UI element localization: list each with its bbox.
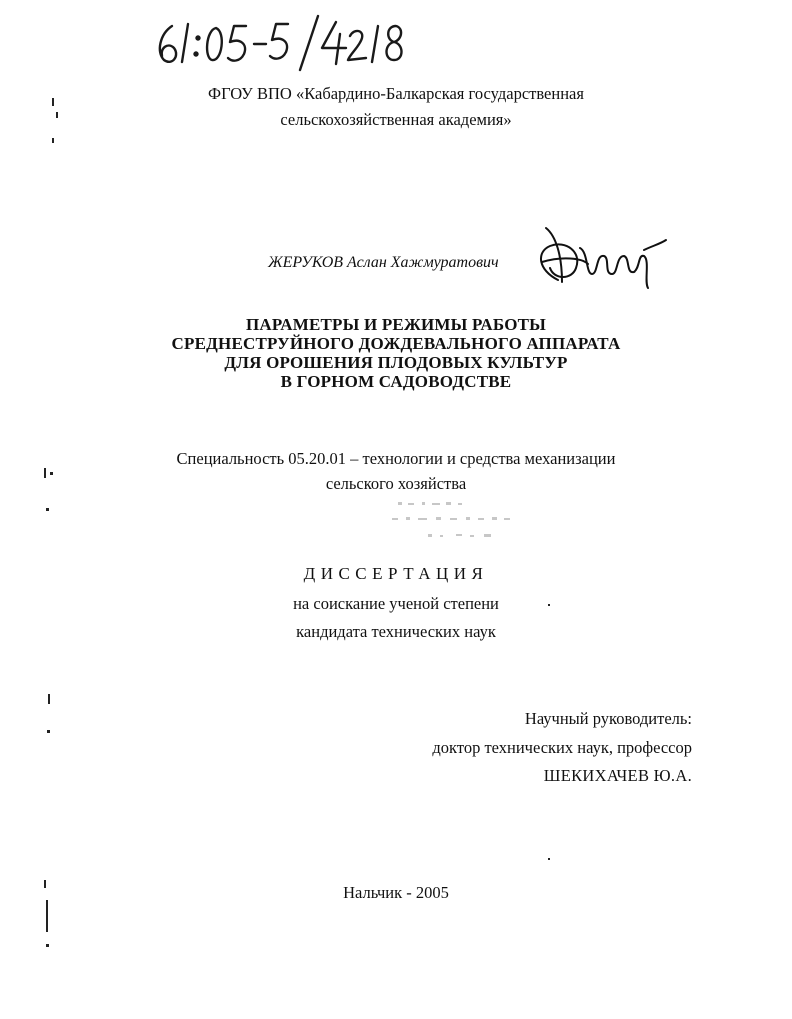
- supervisor-credentials: доктор технических наук, профессор: [432, 738, 692, 757]
- title-line-1: ПАРАМЕТРЫ И РЕЖИМЫ РАБОТЫ: [245, 315, 547, 334]
- title-line-2: СРЕДНЕСТРУЙНОГО ДОЖДЕВАЛЬНОГО АППАРАТА: [171, 334, 621, 353]
- title-line-4: В ГОРНОМ САДОВОДСТВЕ: [280, 372, 512, 391]
- supervisor-name: ШЕКИХАЧЕВ Ю.А.: [543, 766, 692, 785]
- author-name: ЖЕРУКОВ Аслан Хажмуратович: [268, 254, 499, 271]
- handwritten-archive-number: [150, 12, 450, 72]
- document-type: ДИССЕРТАЦИЯ: [303, 564, 489, 583]
- author-signature: [532, 222, 674, 292]
- organization-line-1: ФГОУ ВПО «Кабардино-Балкарская государственная: [208, 84, 584, 103]
- organization-line-2: сельскохозяйственная академия»: [280, 110, 512, 129]
- title-line-3: ДЛЯ ОРОШЕНИЯ ПЛОДОВЫХ КУЛЬТУР: [224, 353, 568, 372]
- specialty-line-1: Специальность 05.20.01 – технологии и средства механизации: [176, 449, 616, 468]
- degree-line-1: на соискание ученой степени: [293, 594, 499, 613]
- place-year: Нальчик - 2005: [343, 883, 449, 902]
- specialty-line-2: сельского хозяйства: [325, 474, 467, 493]
- supervisor-label: Научный руководитель:: [524, 709, 692, 728]
- faded-stamp: [380, 498, 540, 544]
- degree-line-2: кандидата технических наук: [296, 622, 496, 641]
